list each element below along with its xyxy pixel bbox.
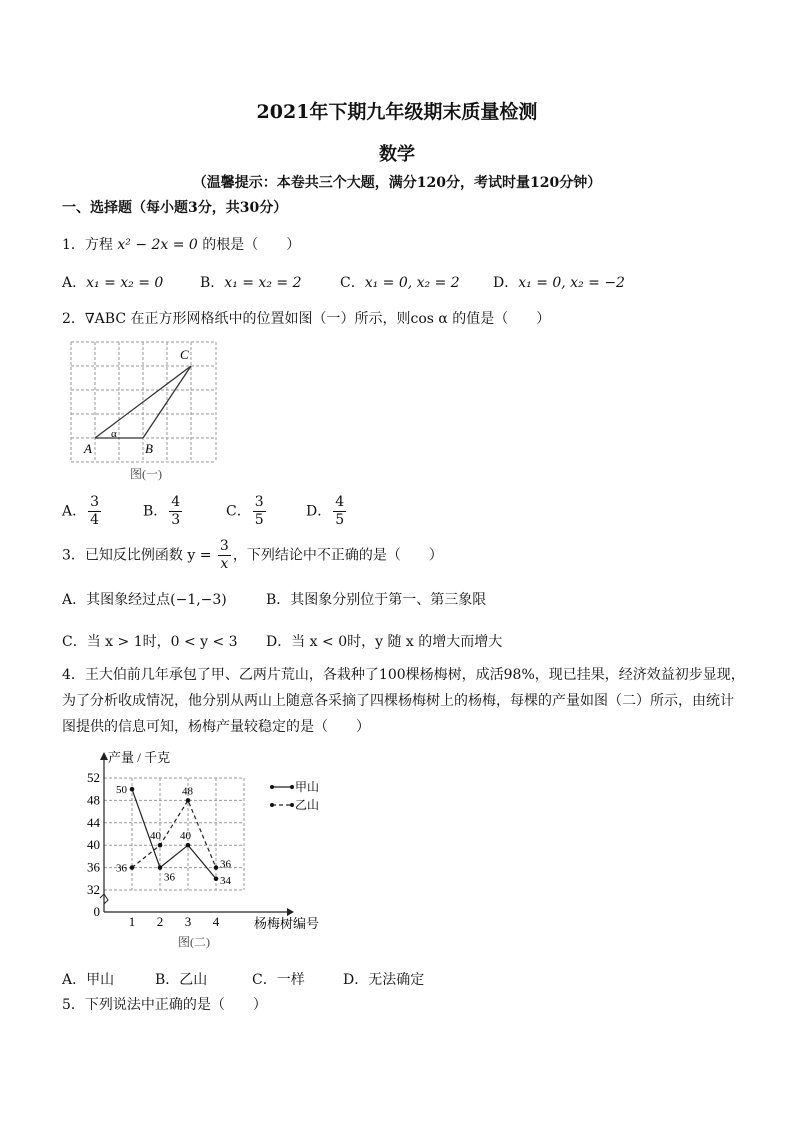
data-point xyxy=(214,865,219,870)
x-tick-label: 2 xyxy=(156,914,164,929)
data-label: 48 xyxy=(182,785,193,798)
legend-marker xyxy=(270,785,274,789)
x-axis-arrow xyxy=(287,908,294,916)
figure-2-line-chart xyxy=(82,748,342,953)
exam-hint: （温馨提示：本卷共三个大题，满分120分，考试时量120分钟） xyxy=(192,175,602,191)
q3-option-d: D．当 x < 0时，y 随 x 的增大而增大 xyxy=(266,634,503,650)
q3-option-c: C．当 x > 1时，0 < y < 3 xyxy=(62,634,238,650)
data-point xyxy=(158,865,163,870)
legend-marker xyxy=(290,803,294,807)
data-point xyxy=(130,865,135,870)
q4-option-c: C．一样 xyxy=(252,972,305,988)
q4-option-b: B．乙山 xyxy=(155,972,208,988)
q1-option-a: A．x₁ = x₂ = 0 xyxy=(62,275,164,291)
q4-option-a: A．甲山 xyxy=(62,972,115,988)
q2-option-a: A． $\frac{3}{4}$ xyxy=(62,494,100,528)
y-axis-arrow xyxy=(100,752,108,760)
data-label: 36 xyxy=(116,862,127,875)
q4-option-d: D．无法确定 xyxy=(343,972,425,988)
legend-marker xyxy=(270,803,274,807)
series-line-jia xyxy=(132,789,216,879)
question-4-line-1: 4．王大伯前几年承包了甲、乙两片荒山，各栽种了100棵杨梅树，成活98%，现已挂果，经济效益初步显现， xyxy=(62,667,745,683)
q1-option-d: D．x₁ = 0, x₂ = −2 xyxy=(493,275,625,291)
data-point xyxy=(186,843,191,848)
data-point xyxy=(186,798,191,803)
y-tick-label: 52 xyxy=(87,770,100,785)
data-point xyxy=(214,877,219,882)
data-point xyxy=(158,843,163,848)
y-tick-label: 36 xyxy=(87,859,100,875)
question-1-suffix: 的根是（ ） xyxy=(197,237,301,253)
q2-option-c: C． $\frac{3}{5}$ xyxy=(226,494,264,528)
series-line-yi xyxy=(132,800,216,867)
y-tick-label: 48 xyxy=(87,792,100,808)
y-tick-label: 40 xyxy=(87,837,100,853)
x-tick-label: 1 xyxy=(128,914,136,929)
data-label: 34 xyxy=(220,874,231,887)
vertex-b-label: B xyxy=(145,441,153,456)
vertex-c-label: C xyxy=(180,347,189,362)
legend-label: 甲山 xyxy=(295,780,320,794)
page-title: 2021年下期九年级期末质量检测 xyxy=(256,101,538,123)
question-4-line-3: 图提供的信息可知，杨梅产量较稳定的是（ ） xyxy=(62,719,370,735)
question-1-prefix: 1．方程 xyxy=(62,237,118,253)
y-tick-label: 44 xyxy=(87,814,100,830)
data-point xyxy=(130,787,135,792)
question-5: 5．下列说法中正确的是（ ） xyxy=(62,997,267,1013)
q3-option-b: B．其图象分别位于第一、第三象限 xyxy=(266,592,487,608)
figure-1-caption: 图(一) xyxy=(130,467,162,481)
question-4-line-2: 为了分析收成情况，他分别从两山上随意各采摘了四棵杨梅树上的杨梅，每棵的产量如图（二）所示，由统计 xyxy=(62,693,734,709)
legend-label: 乙山 xyxy=(295,798,320,812)
data-label: 50 xyxy=(116,784,127,797)
q1-option-c: C．x₁ = 0, x₂ = 2 xyxy=(340,275,460,291)
q3-option-a: A．其图象经过点(−1,−3) xyxy=(62,592,227,608)
section-heading: 一、选择题（每小题3分，共30分） xyxy=(62,200,288,216)
x-tick-label: 3 xyxy=(184,914,192,929)
y-axis-title: 产量 / 千克 xyxy=(108,750,171,765)
q2-option-d: D． $\frac{4}{5}$ xyxy=(306,494,345,528)
y-tick-label: 32 xyxy=(87,882,100,897)
data-label: 36 xyxy=(220,858,231,871)
x-tick-label: 4 xyxy=(212,914,220,929)
data-label: 40 xyxy=(150,830,161,843)
question-3: 3．已知反比例函数 y = $\frac{3}{x}$ ，下列结论中不正确的是（ ） xyxy=(62,538,443,572)
figure-1-grid-triangle xyxy=(66,338,226,484)
y-tick-label: 0 xyxy=(93,904,100,919)
legend-marker xyxy=(290,785,294,789)
q2-option-b: B． $\frac{4}{3}$ xyxy=(143,494,181,528)
vertex-a-label: A xyxy=(84,441,92,456)
question-1-equation: x² − 2x = 0 xyxy=(117,237,198,253)
q1-option-b: B．x₁ = x₂ = 2 xyxy=(200,275,302,291)
question-2: 2．∇ABC 在正方形网格纸中的位置如图（一）所示，则cos α 的值是（ ） xyxy=(62,311,551,327)
question-1 xyxy=(62,234,300,254)
data-label: 40 xyxy=(180,830,191,843)
data-label: 36 xyxy=(164,871,175,884)
subject-title: 数学 xyxy=(379,144,415,165)
figure-2-caption: 图(二) xyxy=(178,935,210,949)
x-axis-title: 杨梅树编号 xyxy=(254,916,320,931)
angle-alpha-label: α xyxy=(111,428,117,440)
